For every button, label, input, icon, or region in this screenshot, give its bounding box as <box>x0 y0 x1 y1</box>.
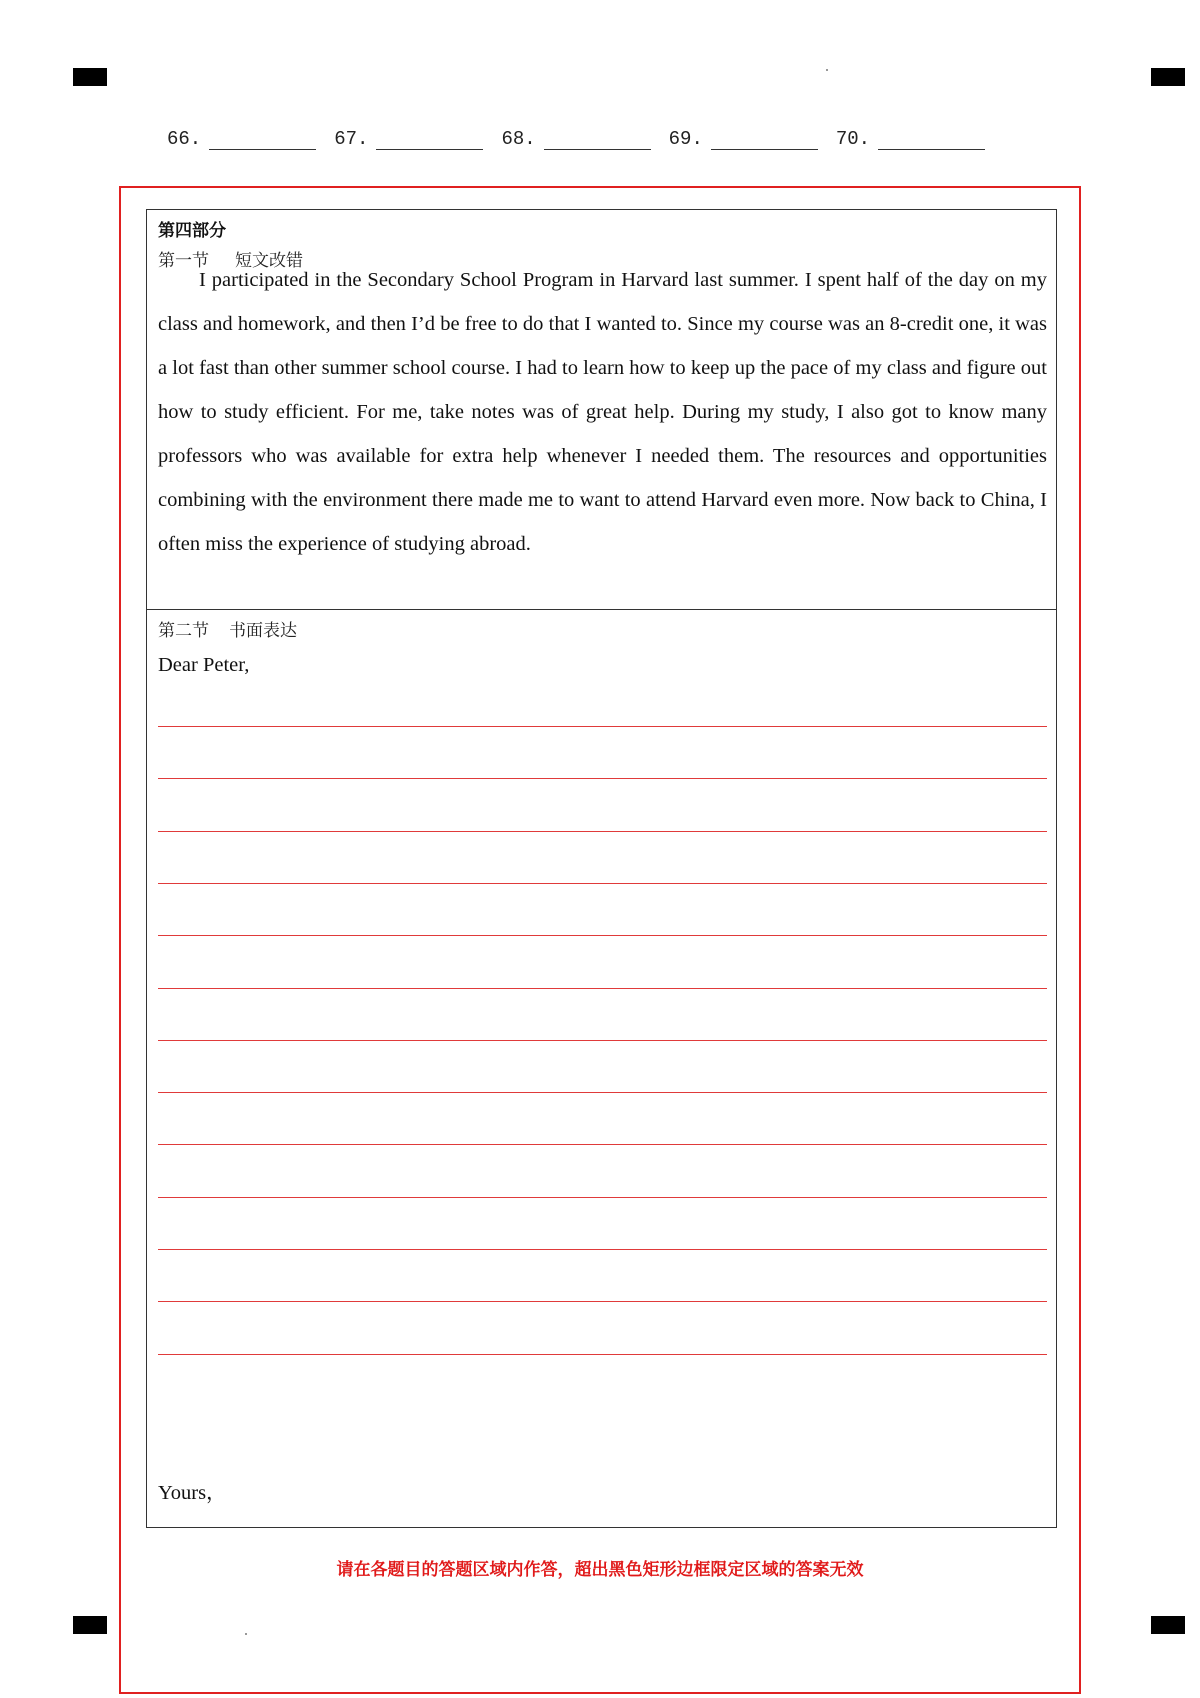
writing-line[interactable] <box>158 1197 1047 1198</box>
writing-section <box>147 610 1056 1528</box>
answer-blank[interactable] <box>209 127 316 150</box>
writing-line[interactable] <box>158 935 1047 936</box>
writing-line[interactable] <box>158 1301 1047 1302</box>
part-title: 第四部分 <box>158 221 226 241</box>
writing-line[interactable] <box>158 831 1047 832</box>
answer-item <box>167 127 316 150</box>
answer-number: 70. <box>835 128 871 150</box>
writing-line[interactable] <box>158 1249 1047 1250</box>
writing-line[interactable] <box>158 988 1047 989</box>
answer-item <box>501 127 650 150</box>
section2-name: 书面表达 <box>229 621 297 641</box>
answer-number: 66. <box>167 128 202 150</box>
writing-line[interactable] <box>158 1040 1047 1041</box>
answer-item <box>836 127 985 150</box>
section2-label: 第二节 <box>158 621 209 641</box>
section2-heading <box>158 616 297 641</box>
answer-blank[interactable] <box>376 127 483 150</box>
answer-blank[interactable] <box>711 127 818 150</box>
section1-label: 第一节 <box>158 251 209 271</box>
answer-item <box>334 127 483 150</box>
answer-item <box>669 127 818 150</box>
alignment-marker-bottom-right <box>1151 1616 1185 1634</box>
correction-passage[interactable]: I participated in the Secondary School Program in Harvard last summer. I spent half of the day on my class and homework, and then I’d be free to do that I wanted to. Since my course was an 8-credit one, it was a lot fast than other summer school course. I had to learn how to keep up the pace of my class and figure out how to study efficient. For me, take notes was of great help. During my study, I also got to know many professors who was available for extra help whenever I needed them. The resources and opportunities combining with the environment there made me to want to attend Harvard even more. Now back to China, I often miss the experience of studying abroad. <box>158 269 1047 555</box>
writing-line[interactable] <box>158 778 1047 779</box>
answer-number: 67. <box>334 128 369 150</box>
answer-blank[interactable] <box>544 127 651 150</box>
writing-line[interactable] <box>158 726 1047 727</box>
letter-salutation: Dear Peter, <box>158 654 250 676</box>
answer-blank[interactable] <box>878 127 985 150</box>
scan-dot <box>826 69 828 71</box>
answer-box <box>146 209 1057 1528</box>
alignment-marker-top-right <box>1151 68 1185 86</box>
alignment-marker-top-left <box>73 68 107 86</box>
answer-number: 69. <box>668 128 703 150</box>
writing-line[interactable] <box>158 1354 1047 1355</box>
error-correction-section <box>147 210 1056 610</box>
writing-line[interactable] <box>158 1092 1047 1093</box>
writing-line[interactable] <box>158 883 1047 884</box>
answer-number: 68. <box>501 128 536 150</box>
alignment-marker-bottom-left <box>73 1616 107 1634</box>
section1-name: 短文改错 <box>235 251 303 271</box>
writing-line[interactable] <box>158 1144 1047 1145</box>
letter-closing: Yours， <box>158 1482 227 1504</box>
answer-region-notice: 请在各题目的答题区域内作答，超出黑色矩形边框限定区域的答案无效 <box>336 1560 864 1580</box>
answer-blanks-row <box>167 120 1003 150</box>
